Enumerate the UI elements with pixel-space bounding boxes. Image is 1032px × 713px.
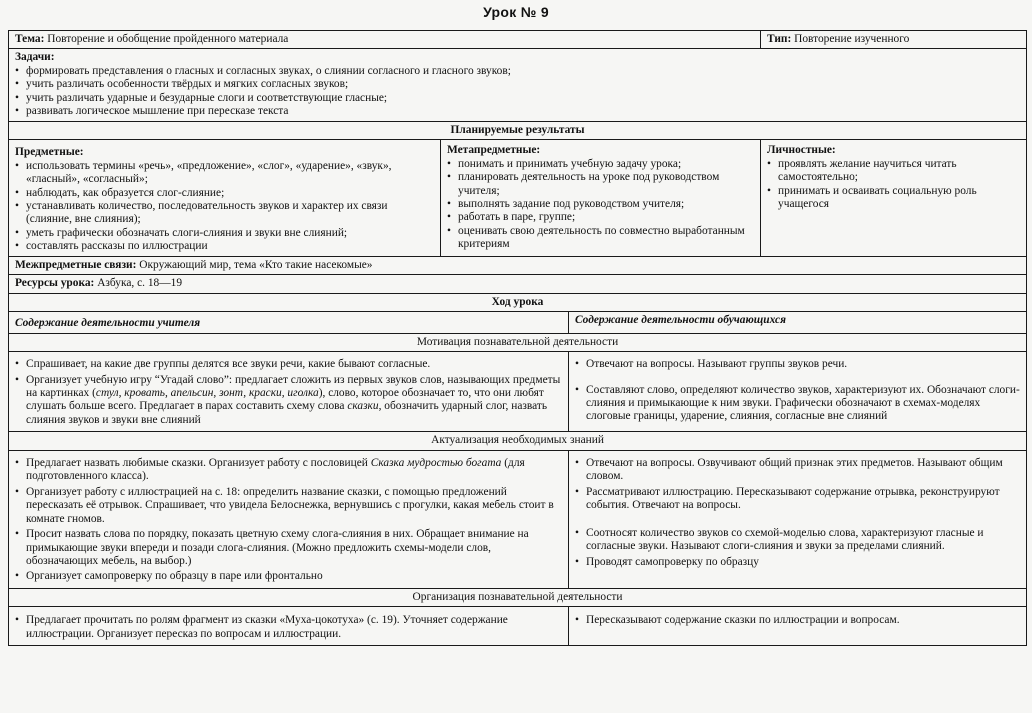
- stage-teacher-list: [15, 358, 562, 427]
- type-label: Тип:: [767, 33, 792, 45]
- text-part-italic: Сказка мудростью богата: [370, 456, 502, 469]
- list-item: [15, 457, 562, 484]
- list-item: • составлять рассказы по иллюстрации: [15, 240, 434, 253]
- lesson-title: Урок № 9: [483, 4, 549, 20]
- topic-row: [9, 31, 1027, 49]
- resources-cell: [9, 275, 1027, 293]
- text-part: Предлагает назвать любимые сказки. Организует работу с пословицей: [26, 456, 371, 469]
- interdisciplinary-label: Межпредметные связи:: [15, 258, 137, 271]
- stage-student-cell: [569, 352, 1027, 432]
- stage-row: [9, 352, 1027, 432]
- list-item: • Составляют слово, определяют количество звуков, характеризуют их. Обозначают слоги-слияния и примыкающие к ним звуки. Графически обозначают в схемах-моделях слоговые границы, ударение, слияния, согласные вне слияний: [575, 384, 1020, 424]
- text-part-italic: стул, кровать, апельсин, зонт, краски, иголка: [95, 386, 319, 399]
- subject-results-label: Предметные:: [15, 146, 84, 159]
- list-item: • наблюдать, как образуется слог-слияние;: [15, 187, 434, 200]
- planned-results-row: [9, 140, 1027, 257]
- teacher-column-header: Содержание деятельности учителя: [9, 312, 569, 333]
- list-item: • планировать деятельность на уроке под руководством учителя;: [447, 171, 754, 198]
- list-item: • Пересказывают содержание сказки по иллюстрации и вопросам.: [575, 614, 1020, 627]
- lesson-plan-table: [8, 30, 1027, 646]
- text-part: ), слово, которое обозначает то, что они любят слушать больше всего. Предлагает в парах составить схему слова: [26, 386, 544, 413]
- text-part: (для подготовленного класса).: [26, 456, 525, 483]
- stage-teacher-cell: [9, 607, 569, 646]
- subject-results-cell: [9, 140, 441, 257]
- list-item: • Организует самопроверку по образцу в паре или фронтально: [15, 570, 562, 583]
- resources-label: Ресурсы урока:: [15, 277, 95, 290]
- personal-results-list: [767, 158, 1020, 212]
- list-item: • Рассматривают иллюстрацию. Пересказывают содержание отрывка, реконструируют события. Отвечают на вопросы.: [575, 486, 1020, 513]
- stage-row: [9, 450, 1027, 588]
- stage-teacher-cell: [9, 450, 569, 588]
- stage-teacher-list: [15, 614, 562, 641]
- stage-title-row: [9, 432, 1027, 450]
- list-item: • устанавливать количество, последовательность звуков и характер их связи (слияние, вне слияния);: [15, 200, 434, 227]
- stage-title-row: [9, 588, 1027, 606]
- list-item: • Соотносят количество звуков со схемой-моделью слова, характеризуют гласные и согласные звуки. Называют слоги-слияния и звуки за пределами слияний.: [575, 527, 1020, 554]
- list-item: • формировать представления о гласных и согласных звуках, о слиянии согласного и гласного звуков;: [15, 65, 1020, 78]
- list-item: • Отвечают на вопросы. Называют группы звуков речи.: [575, 358, 1020, 371]
- stage-title-motivation: Мотивация познавательной деятельности: [9, 333, 1027, 351]
- type-cell: [761, 31, 1027, 49]
- meta-results-list: [447, 158, 754, 252]
- stage-title-organization: Организация познавательной деятельности: [9, 588, 1027, 606]
- resources-row: [9, 275, 1027, 293]
- resources-value: Азбука, с. 18—19: [97, 277, 183, 290]
- stage-student-cell: [569, 450, 1027, 588]
- list-item: • Отвечают на вопросы. Озвучивают общий признак этих предметов. Называют общим словом.: [575, 457, 1020, 484]
- interdisciplinary-row: [9, 256, 1027, 274]
- tasks-label: Задачи:: [15, 51, 55, 64]
- text-part: , обозначить ударный слог, назвать слияния звуков и звуки вне слияний: [26, 400, 548, 426]
- list-item: • использовать термины «речь», «предложение», «слог», «ударение», «звук», «гласный», «согласный»;: [15, 160, 434, 187]
- tasks-list: [15, 65, 1020, 119]
- list-item: • выполнять задание под руководством учителя;: [447, 198, 754, 211]
- planned-results-title-row: [9, 121, 1027, 139]
- tasks-row: [9, 49, 1027, 121]
- list-item: • Спрашивает, на какие две группы делятся все звуки речи, какие бывают согласные.: [15, 358, 562, 371]
- stage-student-list: [575, 457, 1020, 569]
- course-header-row: [9, 312, 1027, 333]
- list-item: • понимать и принимать учебную задачу урока;: [447, 158, 754, 171]
- stage-student-cell: [569, 607, 1027, 646]
- list-item: [15, 374, 562, 428]
- stage-title-row: [9, 333, 1027, 351]
- student-column-header: Содержание деятельности обучающихся: [569, 312, 1027, 333]
- topic-value: Повторение и обобщение пройденного материала: [47, 33, 289, 45]
- personal-results-cell: [761, 140, 1027, 257]
- list-item: • учить различать особенности твёрдых и мягких согласных звуков;: [15, 78, 1020, 91]
- list-item: • уметь графически обозначать слоги-слияния и звуки вне слияний;: [15, 227, 434, 240]
- stage-teacher-cell: [9, 352, 569, 432]
- stage-student-list: [575, 614, 1020, 627]
- list-item: • развивать логическое мышление при пересказе текста: [15, 105, 1020, 118]
- personal-results-label: Личностные:: [767, 144, 836, 157]
- course-title: Ход урока: [9, 293, 1027, 311]
- list-item: • проявлять желание научиться читать самостоятельно;: [767, 158, 1020, 185]
- list-item: • принимать и осваивать социальную роль учащегося: [767, 185, 1020, 212]
- interdisciplinary-value: Окружающий мир, тема «Кто такие насекомые»: [139, 258, 373, 271]
- stage-teacher-list: [15, 457, 562, 584]
- planned-results-title: Планируемые результаты: [9, 121, 1027, 139]
- stage-row: [9, 607, 1027, 646]
- list-item: • оценивать свою деятельность по совместно выработанным критериям: [447, 225, 754, 252]
- text-part-italic: сказки: [347, 400, 379, 413]
- course-title-row: [9, 293, 1027, 311]
- interdisciplinary-cell: [9, 256, 1027, 274]
- tasks-cell: [9, 49, 1027, 121]
- stage-student-list: [575, 358, 1020, 424]
- list-item: • Просит назвать слова по порядку, показать цветную схему слога-слияния в них. Обращает внимание на примыкающие звуки впереди и позади слога-слияния. (Можно предложить схемы-модели слов, обозначающих мебель, на выбор.): [15, 528, 562, 568]
- text-part: Организует учебную игру “Угадай слово”: предлагает сложить из первых звуков слов, называющих предметы на картинках (: [26, 373, 561, 399]
- meta-results-label: Метапредметные:: [447, 144, 541, 157]
- topic-label: Тема:: [15, 33, 45, 45]
- meta-results-cell: [441, 140, 761, 257]
- subject-results-list: [15, 160, 434, 254]
- type-value: Повторение изученного: [794, 33, 910, 45]
- list-item: • работать в паре, группе;: [447, 211, 754, 224]
- stage-title-actualization: Актуализация необходимых знаний: [9, 432, 1027, 450]
- list-item: • Организует работу с иллюстрацией на с. 18: определить название сказки, с помощью предложений пересказать её отрывок. Спрашивает, что увидела Белоснежка, вернувшись с прогулки, какая мебель стоит в комнате гномов.: [15, 486, 562, 526]
- list-item: • Предлагает прочитать по ролям фрагмент из сказки «Муха-цокотуха» (с. 19). Уточняет содержание иллюстрации. Организует пересказ по вопросам и иллюстрации.: [15, 614, 562, 641]
- topic-cell: [9, 31, 761, 49]
- list-item: • Проводят самопроверку по образцу: [575, 556, 1020, 569]
- list-item: • учить различать ударные и безударные слоги и соответствующие гласные;: [15, 92, 1020, 105]
